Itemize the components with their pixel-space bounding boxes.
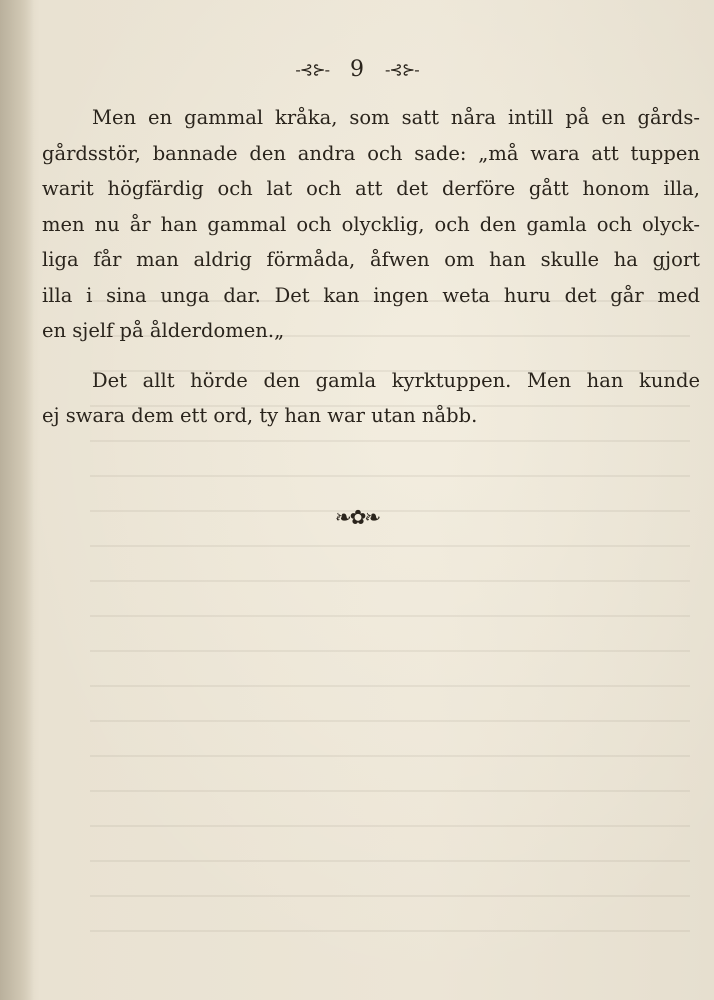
page-number: 9 <box>350 56 364 82</box>
fleuron-ornament-icon: ❧✿❧ <box>334 505 380 529</box>
text-line: en sjelf på ålderdomen.„ <box>42 319 285 342</box>
header-ornament-right-icon: -⊰⊱- <box>385 59 419 79</box>
page-spine-shadow <box>0 0 34 1000</box>
text-line: liga får man aldrig förmåda, åfwen om han skulle ha gjort <box>42 248 700 271</box>
page-header <box>0 56 714 82</box>
body-text <box>42 100 700 434</box>
text-line: warit högfärdig och lat och att det derföre gått honom illa, <box>42 177 700 200</box>
text-line: gårdsstör, bannade den andra och sade: „må wara att tuppen <box>42 141 700 165</box>
paragraph <box>42 100 700 349</box>
paragraph <box>42 363 700 434</box>
text-line: Det allt hörde den gamla kyrktuppen. Men han kunde <box>92 368 700 392</box>
text-line: ej swara dem ett ord, ty han war utan nåbb. <box>42 404 478 427</box>
text-line: illa i sina unga dar. Det kan ingen weta huru det går med <box>42 283 700 307</box>
text-line: Men en gammal kråka, som satt nåra intill på en gårds- <box>92 106 700 129</box>
text-line: men nu år han gammal och olycklig, och den gamla och olyck- <box>42 212 700 236</box>
header-ornament-left-icon: -⊰⊱- <box>295 59 329 79</box>
